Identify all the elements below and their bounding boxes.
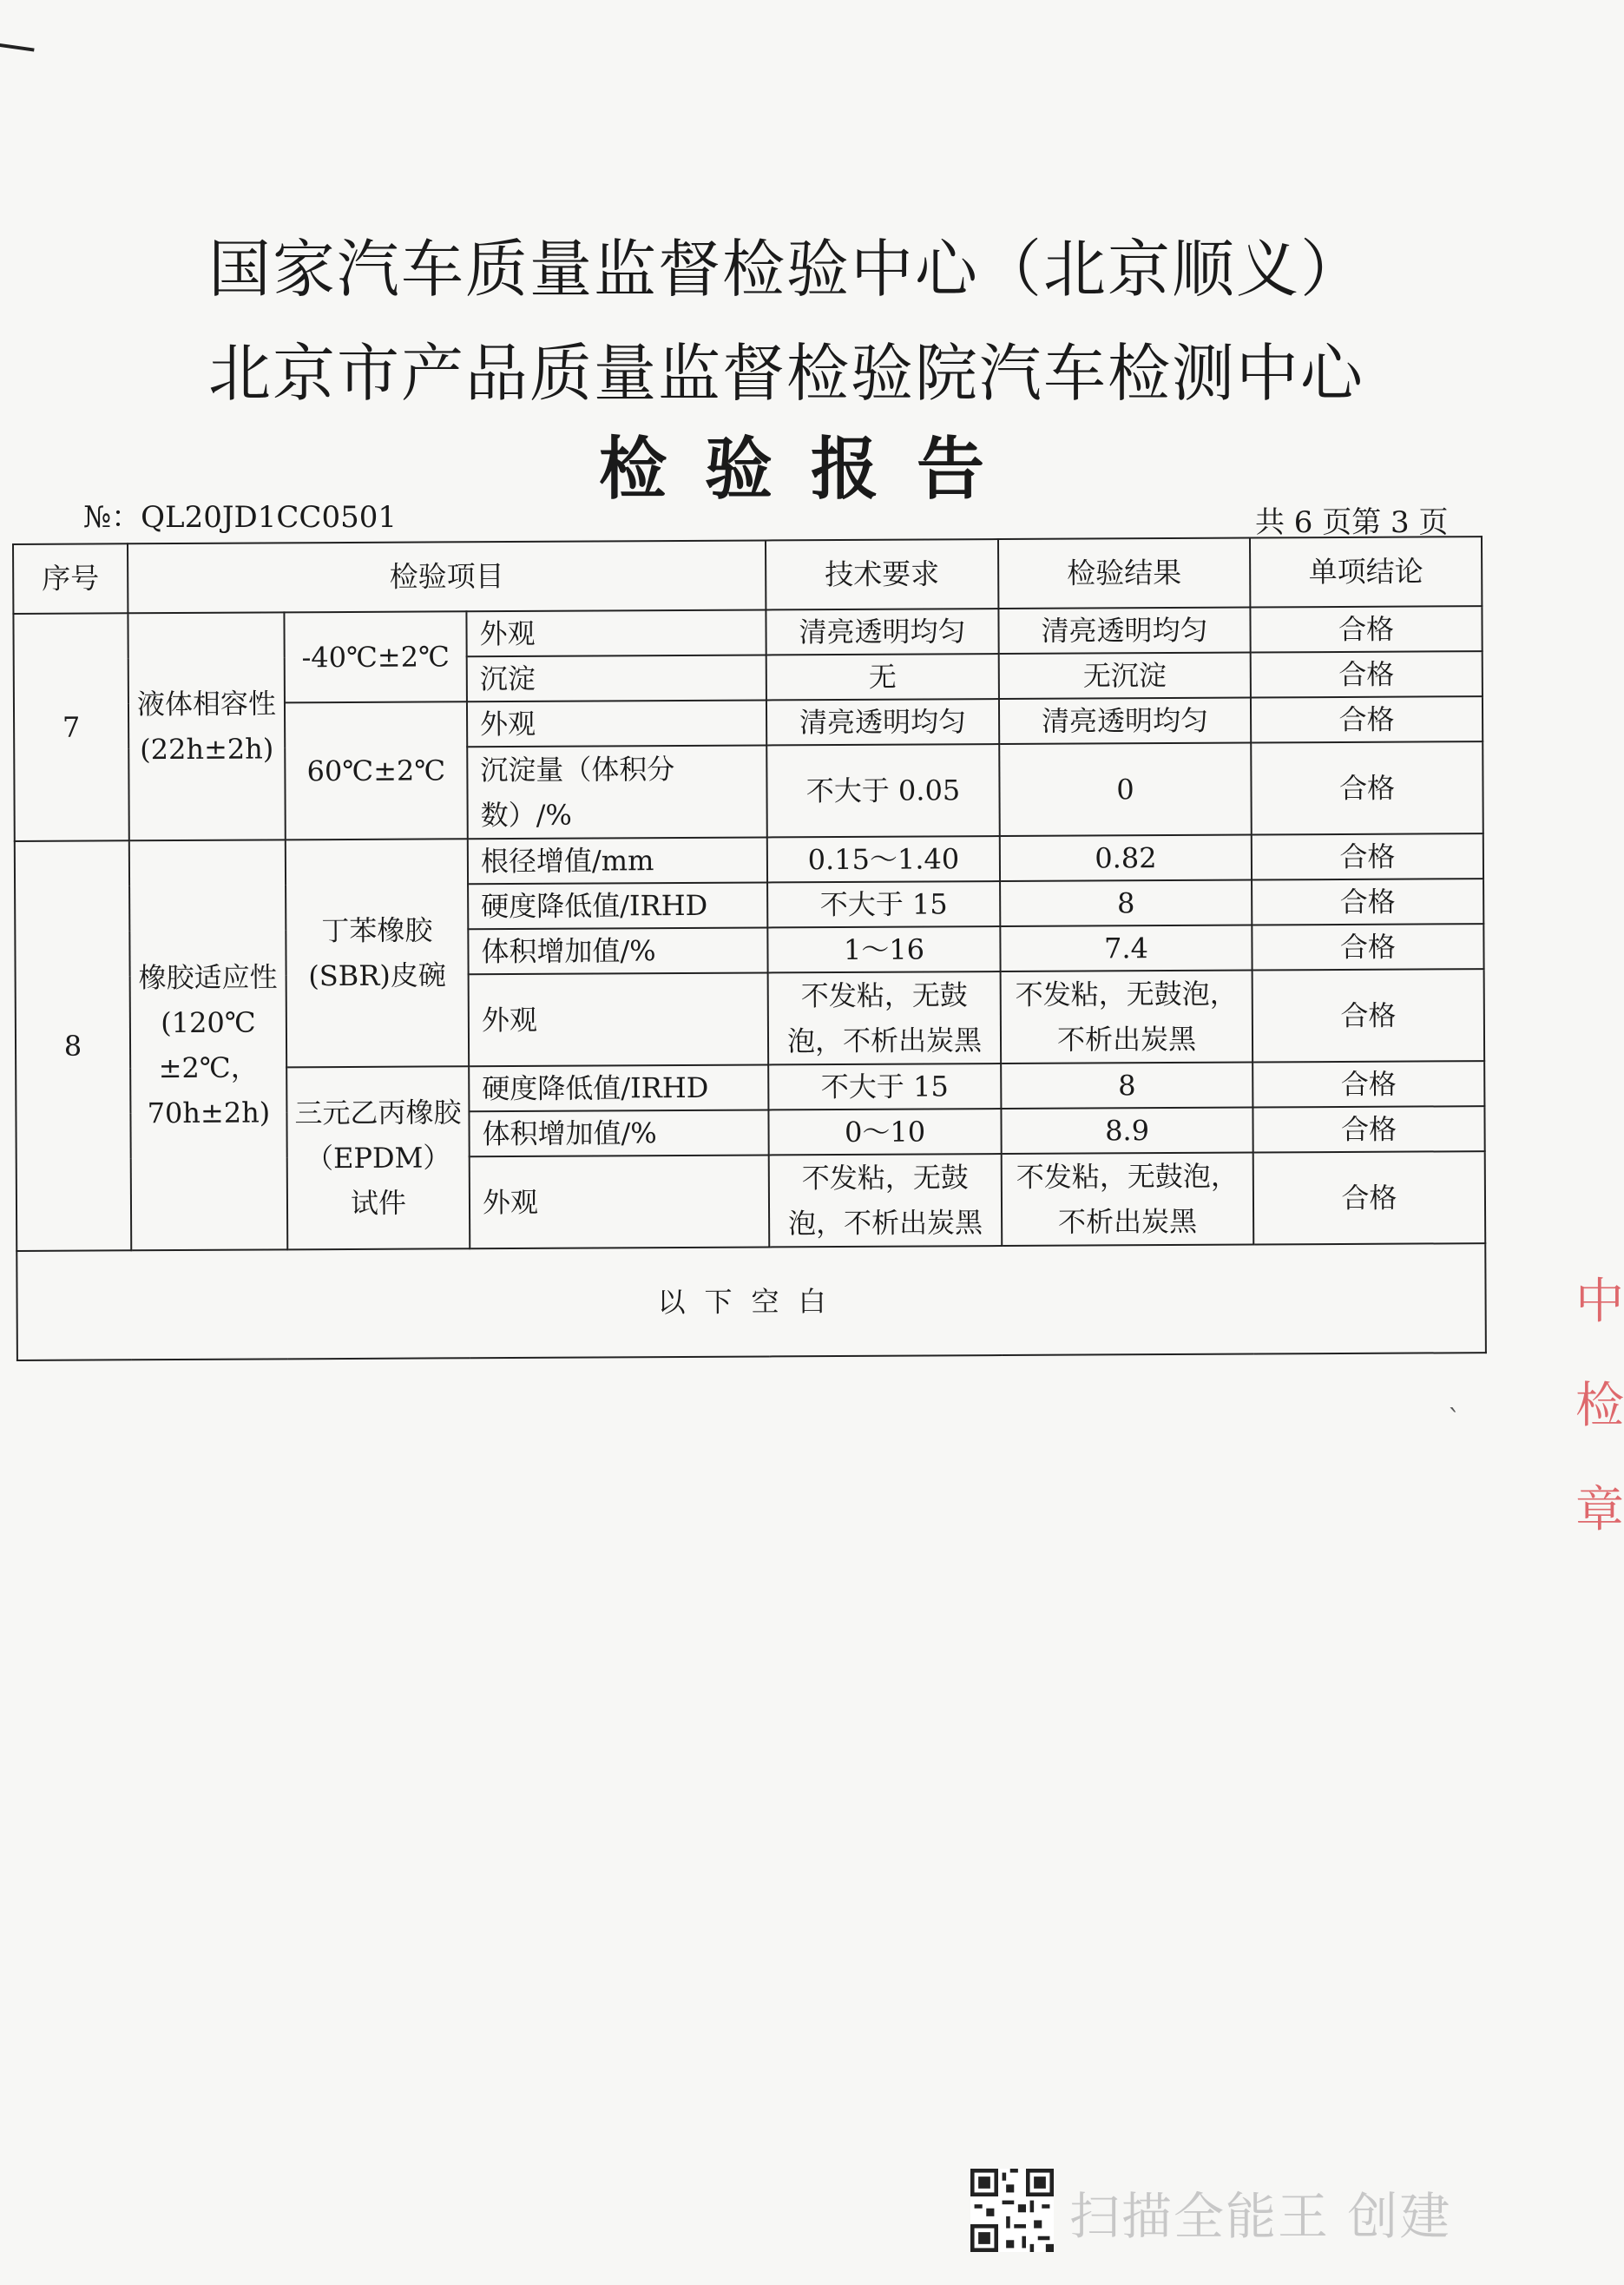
col-header-seq: 序号 [13,543,128,614]
blank-note: 以下空白 [16,1243,1486,1360]
item-condition: 60℃±2℃ [285,701,468,840]
item-condition: -40℃±2℃ [284,611,467,702]
test-item: 外观 [469,972,769,1066]
result: 0.82 [1000,835,1252,882]
blank-note-row [16,1243,1486,1360]
test-item: 外观 [470,1155,770,1248]
result: 8.9 [1001,1108,1253,1155]
col-header-result: 检验结果 [998,538,1250,609]
requirement: 不大于 15 [768,1063,1001,1110]
conclusion: 合格 [1251,651,1483,697]
result: 0 [999,743,1252,837]
item-condition: 丁苯橡胶(SBR)皮碗 [286,839,469,1067]
result: 7.4 [1000,925,1252,972]
test-item: 沉淀 [467,655,766,701]
requirement: 不大于 15 [767,881,1000,927]
org-title-line2: 北京市产品质量监督检验院汽车检测中心 [208,337,1365,410]
result: 不发粘，无鼓泡，不析出炭黑 [1001,971,1253,1064]
page-info: 共 6 页第 3 页 [1255,505,1449,540]
conclusion: 合格 [1253,1061,1484,1107]
requirement: 清亮透明均匀 [766,609,998,655]
scan-edge-mark [0,43,35,67]
conclusion: 合格 [1252,879,1483,925]
item-seq: 7 [13,613,128,841]
result: 不发粘，无鼓泡，不析出炭黑 [1002,1153,1254,1247]
test-item: 外观 [466,609,766,656]
scanner-watermark: 扫描全能王 创建 [1069,2187,1452,2246]
conclusion: 合格 [1253,1151,1486,1244]
result: 8 [1000,880,1252,927]
item-seq: 8 [15,840,131,1251]
col-header-requirement: 技术要求 [766,539,998,609]
inspection-table [12,536,1487,1361]
conclusion: 合格 [1253,1106,1484,1152]
org-title-line1: 国家汽车质量监督检验中心（北京顺义） [208,233,1365,306]
result: 清亮透明均匀 [999,698,1251,745]
conclusion: 合格 [1251,696,1483,742]
conclusion: 合格 [1253,969,1485,1062]
table-row [13,606,1482,659]
requirement: 不发粘，无鼓泡，不析出炭黑 [768,971,1002,1064]
requirement: 清亮透明均匀 [766,699,999,745]
test-item: 硬度降低值/IRHD [469,1064,768,1111]
test-item: 体积增加值/% [469,1110,768,1156]
requirement: 不大于 0.05 [766,744,1000,837]
item-name: 橡胶适应性(120℃±2℃，70h±2h) [129,840,287,1250]
requirement: 0.15～1.40 [767,836,1000,882]
report-title: 检验报告 [599,430,1023,509]
result: 清亮透明均匀 [998,608,1250,655]
test-item: 沉淀量（体积分数）/% [467,745,767,839]
scan-speck: ` [1448,1405,1461,1435]
test-item: 体积增加值/% [468,927,767,974]
requirement: 无 [766,654,999,700]
table-row [15,833,1483,886]
item-name: 液体相容性(22h±2h) [128,612,285,840]
test-item: 根径增值/mm [468,837,767,884]
test-item: 外观 [467,700,766,747]
col-header-conclusion: 单项结论 [1250,537,1482,607]
test-item: 硬度降低值/IRHD [468,882,767,929]
requirement: 0～10 [768,1109,1001,1155]
report-number: №：QL20JD1CC0501 [83,500,397,535]
result: 8 [1001,1063,1253,1110]
requirement: 不发粘，无鼓泡，不析出炭黑 [769,1154,1003,1247]
item-condition: 三元乙丙橡胶（EPDM）试件 [286,1066,470,1249]
official-stamp: 中检章 [1575,1274,1624,1538]
qr-code-icon [970,2169,1054,2252]
conclusion: 合格 [1252,833,1483,879]
conclusion: 合格 [1252,924,1483,970]
conclusion: 合格 [1251,741,1483,834]
table-header-row [13,537,1482,614]
conclusion: 合格 [1250,606,1482,652]
col-header-item: 检验项目 [128,540,766,613]
result: 无沉淀 [999,653,1251,700]
requirement: 1～16 [767,926,1000,972]
